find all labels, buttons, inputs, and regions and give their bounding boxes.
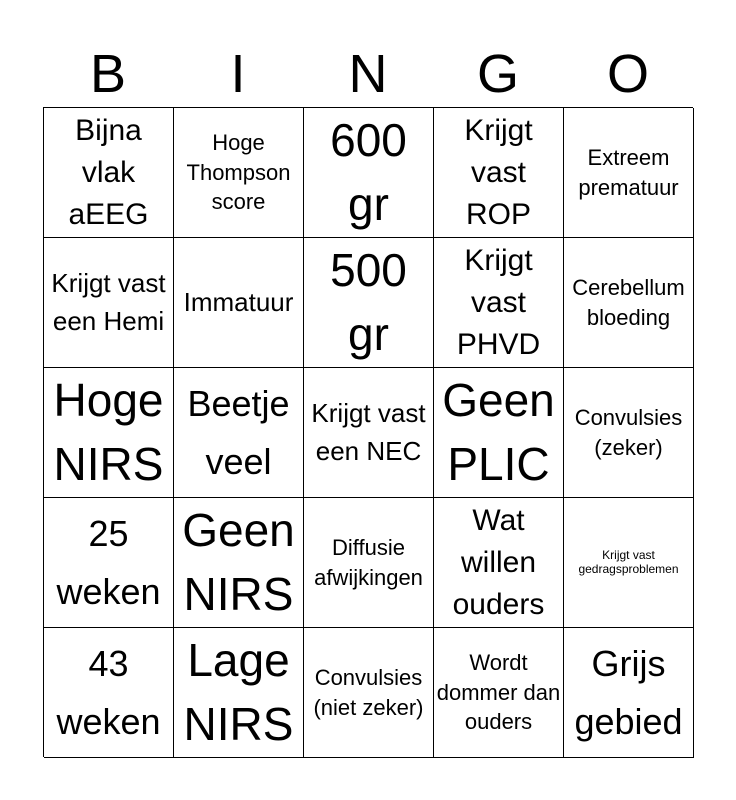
bingo-cell[interactable]: [434, 238, 564, 368]
bingo-cell[interactable]: [44, 238, 174, 368]
bingo-cell[interactable]: [44, 108, 174, 238]
header-letter-n: N: [348, 44, 388, 104]
bingo-cell[interactable]: [564, 498, 694, 628]
header-letter-o: O: [606, 44, 649, 104]
bingo-cell[interactable]: [174, 628, 304, 758]
cell-label: Geen NIRS: [182, 504, 295, 620]
bingo-cell[interactable]: [304, 628, 434, 758]
cell-label: Convulsies (zeker): [574, 404, 683, 460]
cell-label: 600 gr: [330, 114, 407, 230]
cell-label: Hoge Thompson score: [186, 129, 291, 215]
cell-label: Geen PLIC: [442, 374, 555, 490]
cell-label: Immatuur: [183, 286, 294, 317]
bingo-cell[interactable]: [304, 368, 434, 498]
cell-label: Wordt dommer dan ouders: [436, 649, 561, 735]
bingo-cell[interactable]: [434, 108, 564, 238]
cell-label: Cerebellum bloeding: [572, 274, 685, 330]
header-letter-b: B: [89, 44, 127, 104]
cell-label: Hoge NIRS: [53, 374, 164, 490]
cell-label: Krijgt vast gedragsproblemen: [578, 547, 679, 576]
cell-label: Diffusie afwijkingen: [314, 534, 423, 590]
bingo-cell[interactable]: [304, 238, 434, 368]
header-letter-i: I: [230, 44, 246, 104]
cell-label: Beetje veel: [187, 382, 290, 482]
bingo-cell[interactable]: [44, 498, 174, 628]
bingo-cell[interactable]: [564, 368, 694, 498]
cell-label: Extreem prematuur: [578, 144, 679, 200]
bingo-cell[interactable]: [44, 628, 174, 758]
cell-label: Krijgt vast ROP: [464, 113, 533, 231]
bingo-cell[interactable]: [434, 628, 564, 758]
bingo-cell[interactable]: [174, 238, 304, 368]
cell-label: Convulsies (niet zeker): [313, 664, 424, 720]
cell-label: Bijna vlak aEEG: [68, 113, 149, 231]
bingo-header: [43, 40, 693, 108]
bingo-cell[interactable]: [564, 628, 694, 758]
cell-label: Krijgt vast PHVD: [456, 243, 541, 361]
cell-label: Krijgt vast een NEC: [311, 397, 426, 466]
bingo-cell[interactable]: [44, 368, 174, 498]
bingo-cell[interactable]: [174, 108, 304, 238]
cell-label: 500 gr: [330, 244, 407, 360]
cell-label: Lage NIRS: [183, 634, 294, 750]
cell-label: 43 weken: [56, 642, 161, 742]
bingo-cell[interactable]: [564, 238, 694, 368]
header-letter-g: G: [476, 44, 519, 104]
cell-label: Krijgt vast een Hemi: [51, 267, 166, 336]
cell-label: Wat willen ouders: [452, 503, 545, 621]
bingo-board: [43, 107, 693, 757]
bingo-cell[interactable]: [304, 498, 434, 628]
bingo-cell[interactable]: [174, 368, 304, 498]
cell-label: 25 weken: [56, 512, 161, 612]
bingo-cell[interactable]: [304, 108, 434, 238]
bingo-cell[interactable]: [434, 368, 564, 498]
bingo-cell[interactable]: [174, 498, 304, 628]
bingo-cell[interactable]: [564, 108, 694, 238]
bingo-cell[interactable]: [434, 498, 564, 628]
cell-label: Grijs gebied: [574, 642, 683, 742]
